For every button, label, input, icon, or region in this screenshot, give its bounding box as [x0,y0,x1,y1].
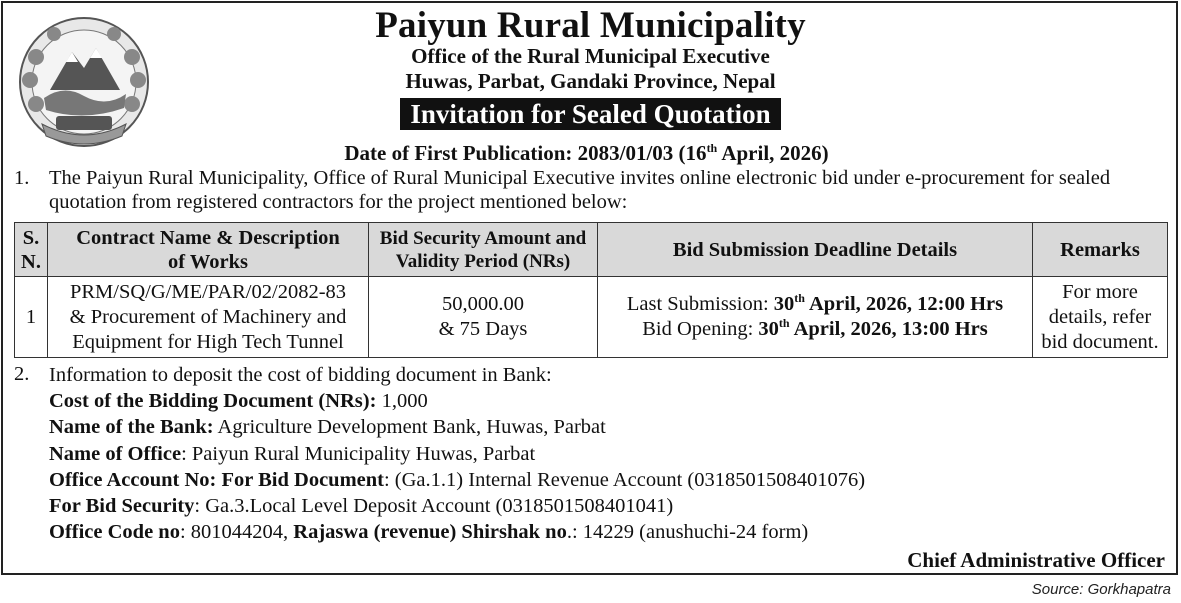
invitation-banner: Invitation for Sealed Quotation [400,98,780,130]
header-deadline: Bid Submission Deadline Details [598,223,1033,277]
cell-bid-security: 50,000.00 & 75 Days [369,277,598,358]
info-office: Name of Office: Paiyun Rural Municipality Huwas, Parbat [49,442,536,465]
section-2-number: 2. [14,363,30,385]
section-2-info [49,362,865,545]
section-1-text: The Paiyun Rural Municipality, Office of Rural Municipal Executive invites online electronic bid under e-procurement for sealed quotation from registered contractors for the project mentioned below: [49,167,1111,213]
header-contract: Contract Name & Description of Works [48,223,369,277]
page-title: Paiyun Rural Municipality [375,5,806,46]
header-sn: S. N. [15,223,48,277]
office-name: Office of the Rural Municipal Executive [411,44,770,68]
signature: Chief Administrative Officer [907,548,1165,572]
banner-wrap [0,98,1181,130]
cell-remarks: For more details, refer bid document. [1033,277,1168,358]
cell-contract: PRM/SQ/G/ME/PAR/02/2082-83 & Procurement of Machinery and Equipment for High Tech Tunnel [48,277,369,358]
header-bid-security: Bid Security Amount and Validity Period (NRs) [369,223,598,277]
info-bank: Name of the Bank: Agriculture Development Bank, Huwas, Parbat [49,416,606,439]
info-cost: Cost of the Bidding Document (NRs): 1,000 [49,390,428,413]
table-row [15,277,1168,358]
info-intro: Information to deposit the cost of bidding document in Bank: [49,364,552,386]
info-office-code: Office Code no: 801044204, Rajaswa (revenue) Shirshak no.: 14229 (anushuchi-24 form) [49,521,809,544]
info-bid-security: For Bid Security: Ga.3.Local Level Deposit Account (0318501508401041) [49,495,674,518]
publication-date: Date of First Publication: 2083/01/03 (16th April, 2026) [344,141,829,165]
cell-sn: 1 [15,277,48,358]
section-1-number: 1. [14,167,30,189]
header-remarks: Remarks [1033,223,1168,277]
table-header-row [15,223,1168,277]
info-account: Office Account No: For Bid Document: (Ga.1.1) Internal Revenue Account (0318501508401076) [49,468,866,491]
cell-deadline: Last Submission: 30th April, 2026, 12:00 Hrs Bid Opening: 30th April, 2026, 13:00 Hrs [598,277,1033,358]
bid-table [14,222,1168,358]
source-credit: Source: Gorkhapatra [1031,581,1171,598]
office-address: Huwas, Parbat, Gandaki Province, Nepal [405,69,776,93]
